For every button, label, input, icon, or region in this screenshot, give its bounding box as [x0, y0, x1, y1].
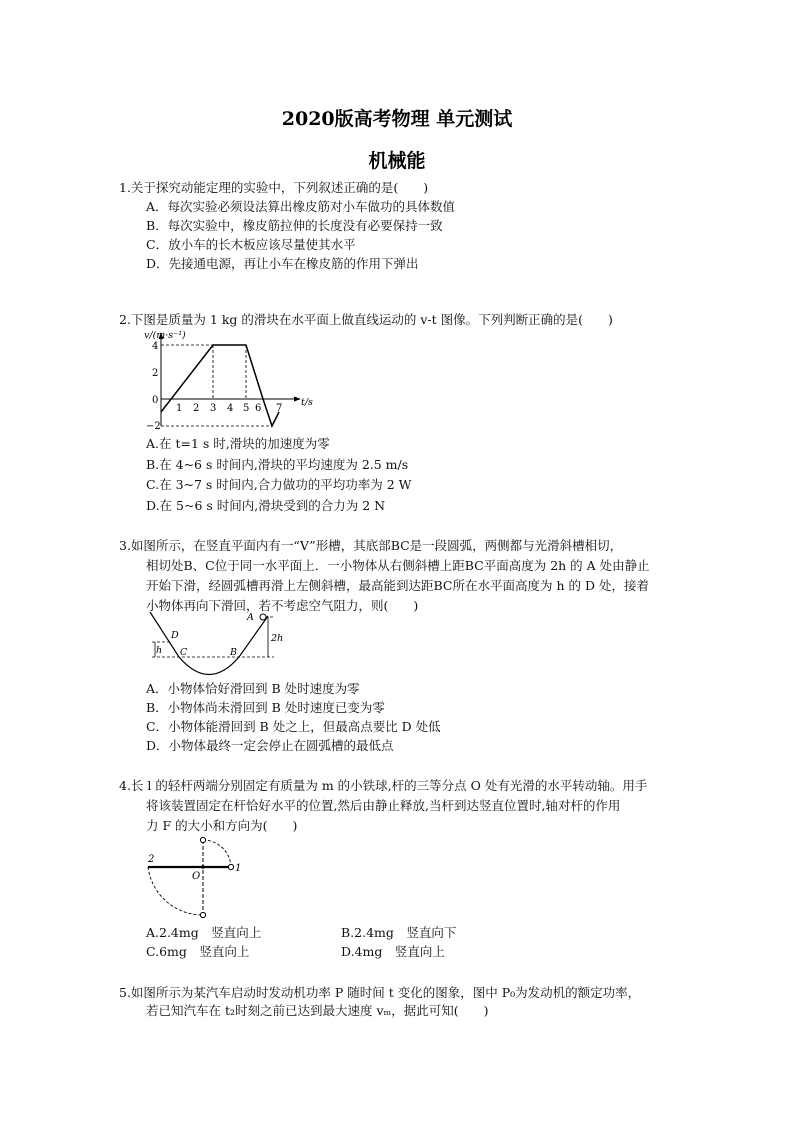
pivot-axis: [201, 865, 205, 869]
question-1-option-b: B．每次实验中，橡皮筋拉伸的长度没有必要保持一致: [146, 218, 443, 233]
x-tick-1: 1: [176, 403, 183, 414]
x-tick-3: 3: [210, 403, 217, 414]
page-title: 2020版高考物理 单元测试: [281, 108, 513, 130]
question-4-stem-line-2: 将该装置固定在杆恰好水平的位置,然后由静止释放,当杆到达竖直位置时,轴对杆的作用: [146, 798, 621, 813]
rotating-rod-diagram: [143, 832, 248, 922]
x-tick-2: 2: [193, 403, 200, 414]
label-d: D: [171, 630, 179, 641]
label-h: h: [156, 645, 163, 656]
question-3-option-a: A．小物体恰好滑回到 B 处时速度为零: [146, 681, 360, 696]
question-2-stem: 2.下图是质量为 1 kg 的滑块在水平面上做直线运动的 v-t 图像。下列判断正确的是( ): [119, 312, 613, 327]
question-1-option-d: D．先接通电源，再让小车在橡皮筋的作用下弹出: [146, 256, 419, 271]
velocity-time-graph: [139, 330, 313, 432]
y-tick-0: 0: [152, 395, 159, 406]
question-3-stem-line-3: 开始下滑，经圆弧槽再滑上左侧斜槽，最高能到达距BC所在水平面高度为 h 的 D 处，接着: [146, 578, 649, 593]
x-axis-arrow: [294, 397, 301, 402]
y-tick-4: 4: [152, 341, 159, 352]
label-a: A: [247, 612, 254, 623]
question-4-option-d: D.4mg 竖直向上: [341, 944, 445, 959]
question-4-stem-line-3: 力 F 的大小和方向为( ): [146, 818, 298, 833]
y-tick-neg2: −2: [146, 421, 161, 432]
question-4-option-a: A.2.4mg 竖直向上: [146, 925, 262, 940]
ball-top: [200, 837, 205, 842]
label-c: C: [180, 647, 188, 658]
question-4-option-b: B.2.4mg 竖直向下: [341, 925, 457, 940]
graph-x-label: t/s: [301, 397, 313, 408]
y-tick-2: 2: [152, 368, 159, 379]
question-2-option-a: A.在 t=1 s 时,滑块的加速度为零: [146, 436, 330, 451]
label-o: O: [192, 871, 201, 882]
question-4-option-c: C.6mg 竖直向上: [146, 944, 250, 959]
ball-bottom: [200, 912, 205, 917]
question-1-option-c: C．放小车的长木板应该尽量使其水平: [146, 237, 356, 252]
question-3-option-d: D．小物体最终一定会停止在圆弧槽的最低点: [146, 738, 394, 753]
question-2-option-d: D.在 5~6 s 时间内,滑块受到的合力为 2 N: [146, 498, 386, 513]
x-tick-4: 4: [227, 403, 234, 414]
question-3-option-c: C．小物体能滑回到 B 处之上，但最高点要比 D 处低: [146, 719, 441, 734]
page-subtitle: 机械能: [368, 150, 426, 172]
question-1-option-a: A．每次实验必须设法算出橡皮筋对小车做功的具体数值: [146, 199, 456, 214]
question-2-option-c: C.在 3~7 s 时间内,合力做功的平均功率为 2 W: [146, 477, 412, 492]
question-3-stem-line-1: 3.如图所示，在竖直平面内有一“V”形槽，其底部BC是一段圆弧，两侧都与光滑斜槽相切，: [119, 538, 623, 553]
question-2-option-b: B.在 4~6 s 时间内,滑块的平均速度为 2.5 m/s: [146, 457, 409, 472]
small-object: [260, 614, 266, 620]
label-2: 2: [148, 854, 155, 865]
path-arc-ball-1: [203, 840, 231, 867]
question-3-stem-line-4: 小物体再向下滑回，若不考虑空气阻力，则( ): [146, 598, 419, 613]
graph-y-label: v/(m·s⁻¹): [144, 330, 186, 341]
ball-1: [228, 864, 233, 869]
x-tick-7: 7: [276, 403, 283, 414]
x-tick-5: 5: [243, 403, 250, 414]
question-5-stem-line-2: 若已知汽车在 t₂时刻之前已达到最大速度 vₘ，据此可知( ): [146, 1003, 489, 1018]
question-3-option-b: B．小物体尚未滑回到 B 处时速度已变为零: [146, 700, 385, 715]
question-1-stem: 1.关于探究动能定理的实验中，下列叙述正确的是( ): [119, 180, 429, 195]
label-2h: 2h: [271, 633, 284, 644]
question-5-stem-line-1: 5.如图所示为某汽车启动时发动机功率 P 随时间 t 变化的图象，图中 P₀为发动机的额定功率，: [119, 985, 641, 1000]
v-groove-diagram: [142, 610, 282, 675]
question-3-stem-line-2: 相切处B、C位于同一水平面上．一小物体从右侧斜槽上距BC平面高度为 2h 的 A 处由静止: [146, 558, 650, 573]
x-tick-6: 6: [255, 403, 262, 414]
label-1: 1: [235, 863, 242, 874]
question-4-stem-line-1: 4.长 l 的轻杆两端分别固定有质量为 m 的小铁球,杆的三等分点 O 处有光滑的水平转动轴。用手: [119, 778, 648, 793]
label-b: B: [230, 647, 237, 658]
